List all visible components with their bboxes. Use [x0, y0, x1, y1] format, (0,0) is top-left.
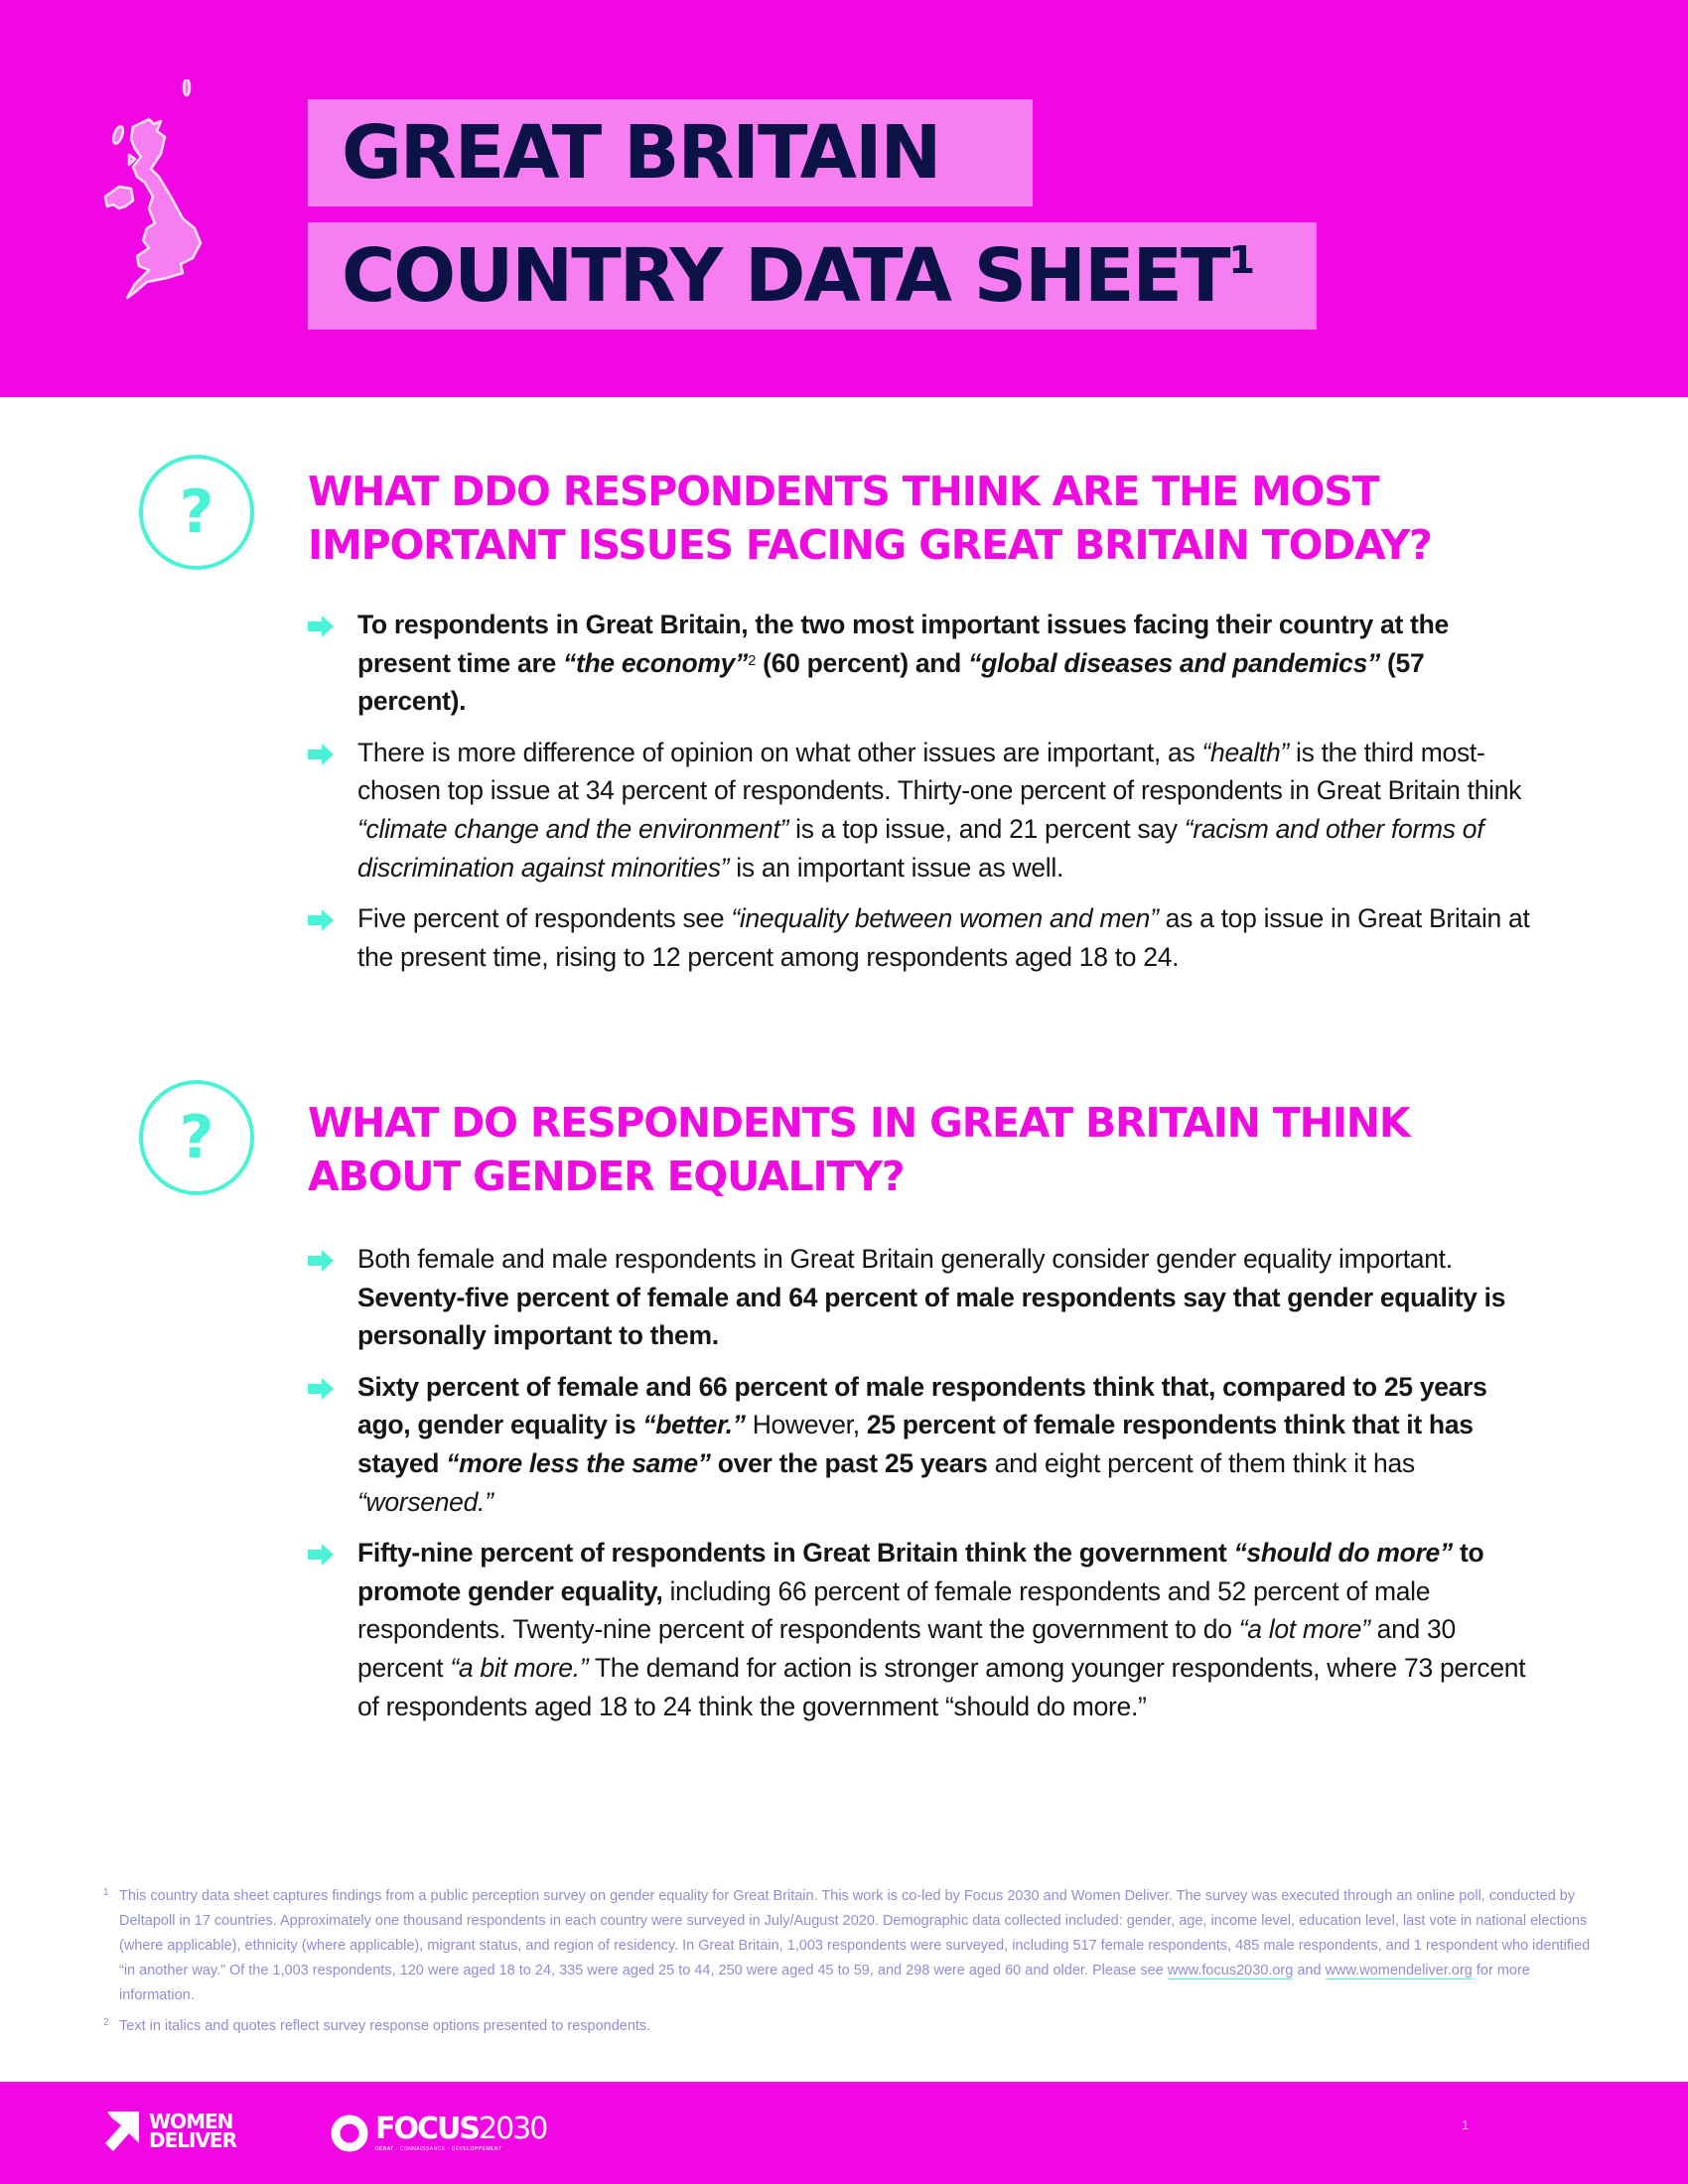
- section-heading-important-issues: [308, 465, 1549, 572]
- footnote-ref[interactable]: 2: [748, 651, 757, 669]
- bullet-text-segment: There is more difference of opinion on what other issues are important, as: [357, 737, 1202, 767]
- logo-text-2030: 2030: [478, 2112, 547, 2146]
- bullet-text-segment: (57 percent).: [357, 647, 1425, 717]
- logo-text-women: WOMEN: [149, 2110, 233, 2133]
- bullet-text-segment: Five percent of respondents see: [357, 903, 732, 934]
- bullet-text-segment: as a top issue in Great Britain at the present time, rising to 12 percent among respondents aged 18 to 24.: [357, 903, 1530, 972]
- women-deliver-logo[interactable]: [103, 2107, 236, 2156]
- bullet-item: [308, 1240, 1539, 1355]
- footnote-number: 1: [103, 1887, 109, 1898]
- bullet-text-segment: is a top issue, and 21 percent say: [788, 813, 1185, 844]
- bullet-list-gender-equality: [308, 1240, 1539, 1738]
- bullet-text-segment: “worsened.”: [357, 1486, 493, 1517]
- bullet-list-important-issues: [308, 606, 1539, 989]
- focus2030-link[interactable]: www.focus2030.org: [1167, 1963, 1294, 1979]
- arrow-right-icon: [308, 1250, 336, 1272]
- bullet-item: [308, 1534, 1539, 1725]
- bullet-text-segment: and eight percent of them think it has: [987, 1447, 1415, 1478]
- bullet-text-segment: Seventy-five percent of female and 64 percent of male respondents say that gender equality is personally important to them.: [357, 1282, 1506, 1351]
- bullet-text-segment: is the third most-chosen top issue at 34 percent of respondents. Thirty-one percent of respondents in Great Britain think: [357, 737, 1522, 806]
- bullet-text-segment: and 30 percent: [357, 1614, 1456, 1683]
- page-title-line-1: [308, 99, 1033, 206]
- bullet-text-segment: “inequality between women and men”: [731, 903, 1159, 934]
- bullet-text-segment: Sixty percent of female and 66 percent of male respondents think that, compared to 25 years ago, gender equality is: [357, 1371, 1487, 1440]
- bullet-text-segment: “should do more”: [1233, 1538, 1453, 1569]
- bullet-item: [308, 1368, 1539, 1521]
- section-heading-gender-equality: [308, 1096, 1549, 1203]
- footnote-text: This country data sheet captures findings from a public perception survey on gender equality for Great Britain. This work is co-led by Focus 2030 and Women Deliver. The survey was executed through an online poll, conducted by Deltapoll in 17 countries. Approximately one thousand respondents in each country were surveyed in July/August 2020. Demographic data collected included: gender, age, income level, education level, last vote in national elections (where applicable), ethnicity (where applicable), migrant status, and region of residency. In Great Britain, 1,003 respondents were surveyed, including 517 female respondents, 485 male respondents, and 1 respondent who identified “in another way.” Of the 1,003 respondents, 120 were aged 18 to 24, 335 were aged 25 to 44, 250 were aged 45 to 59, and 298 were aged 60 and older. Please see: [119, 1888, 1591, 1979]
- arrow-right-icon: [308, 1544, 336, 1566]
- title-footnote-ref[interactable]: 1: [1228, 238, 1255, 282]
- page-title-line-2: [308, 222, 1317, 330]
- great-britain-map-icon: [99, 79, 238, 313]
- bullet-text-segment: “global diseases and pandemics”: [968, 647, 1380, 678]
- footnote-2: [103, 2014, 1603, 2039]
- bullet-text-segment: “climate change and the environment”: [357, 813, 789, 844]
- bullet-text-segment: over the past 25 years: [710, 1447, 988, 1478]
- bullet-text-segment: However,: [745, 1410, 867, 1440]
- bullet-item: [308, 606, 1539, 721]
- title-text-country-data-sheet: COUNTRY DATA SHEET: [342, 233, 1229, 319]
- womendeliver-link[interactable]: www.womendeliver.org: [1325, 1963, 1473, 1979]
- focus2030-logo[interactable]: [330, 2109, 546, 2158]
- footnote-text: Text in italics and quotes reflect survey response options presented to respondents.: [119, 2018, 651, 2034]
- bullet-text-segment: “racism and other forms of discrimination against minorities”: [357, 813, 1484, 883]
- section-heading-line-1: WHAT DO RESPONDENTS IN GREAT BRITAIN THINK: [308, 1099, 1410, 1147]
- logo-text-focus: FOCUS: [375, 2112, 479, 2146]
- bullet-text-segment: To respondents in Great Britain, the two most important issues facing their country at the present time are: [357, 610, 1449, 678]
- question-mark-circle-icon: ?: [139, 1080, 254, 1195]
- bullet-text-segment: Fifty-nine percent of respondents in Great Britain think the government: [357, 1538, 1234, 1569]
- bullet-text-segment: Both female and male respondents in Great Britain generally consider gender equality important.: [357, 1244, 1453, 1274]
- bullet-text-segment: “the economy”: [563, 647, 749, 678]
- question-mark-circle-icon: ?: [139, 455, 254, 570]
- bullet-text-segment: “better.”: [642, 1410, 746, 1440]
- bullet-text-segment: “health”: [1201, 737, 1289, 767]
- bullet-text-segment: “a lot more”: [1238, 1614, 1370, 1645]
- bullet-text-segment: (60 percent) and: [756, 647, 969, 678]
- footer-band: [0, 2082, 1688, 2184]
- title-text-great-britain: GREAT BRITAIN: [342, 110, 940, 196]
- logo-tagline: DÉBAT · CONNAISSANCE · DÉVELOPPEMENT: [375, 2146, 502, 2152]
- diagonal-arrow-icon: [103, 2110, 141, 2153]
- focus-ring-icon: [330, 2114, 369, 2153]
- bullet-text-segment: “a bit more.”: [450, 1652, 589, 1683]
- arrow-right-icon: [308, 1378, 336, 1400]
- bullet-text-segment: 25 percent of female respondents think that it has stayed: [357, 1410, 1474, 1478]
- arrow-right-icon: [308, 744, 336, 765]
- bullet-text-segment: including 66 percent of female respondents and 52 percent of male respondents. Twenty-nine percent of respondents want the government to do: [357, 1575, 1431, 1645]
- footnotes: [103, 1884, 1603, 2045]
- bullet-item: [308, 899, 1539, 976]
- arrow-right-icon: [308, 909, 336, 931]
- bullet-text-segment: to promote gender equality,: [357, 1538, 1484, 1606]
- bullet-text-segment: The demand for action is stronger among younger respondents, where 73 percent of respondents aged 18 to 24 think the government “should do more.”: [357, 1652, 1526, 1721]
- section-heading-line-1: WHAT DDO RESPONDENTS THINK ARE THE MOST: [308, 468, 1379, 515]
- footnote-number: 2: [103, 2017, 109, 2028]
- footnote-1: 1 This country data sheet captures findings from a public perception survey on gender equality for Great Britain. This work is co-led by Focus 2030 and Women Deliver. The survey was executed through an online poll, conducted by Deltapoll in 17 countries. Approximately one thousand respondents in each country were surveyed in July/August 2020. Demographic data collected included: gender, age, income level, education level, last vote in national elections (where applicable), ethnicity (where applicable), migrant status, and region of residency. In Great Britain, 1,003 respondents were surveyed, including 517 female respondents, 485 male respondents, and 1 respondent who identified “in another way.” Of the 1,003 respondents, 120 were aged 18 to 24, 335 were aged 25 to 44, 250 were aged 45 to 59, and 298 were aged 60 and older. Please see www.focus2030.org and www.womendeliver.org for more information.: [103, 1884, 1603, 2008]
- page-number: 1: [1462, 2117, 1470, 2132]
- logo-text-deliver: DELIVER: [149, 2128, 236, 2152]
- section-heading-line-2: ABOUT GENDER EQUALITY?: [308, 1153, 905, 1200]
- bullet-text-segment: is an important issue as well.: [729, 852, 1064, 883]
- arrow-right-icon: [308, 615, 336, 637]
- bullet-text-segment: “more less the same”: [446, 1447, 711, 1478]
- section-heading-line-2: IMPORTANT ISSUES FACING GREAT BRITAIN TODAY?: [308, 521, 1432, 569]
- bullet-item: [308, 734, 1539, 887]
